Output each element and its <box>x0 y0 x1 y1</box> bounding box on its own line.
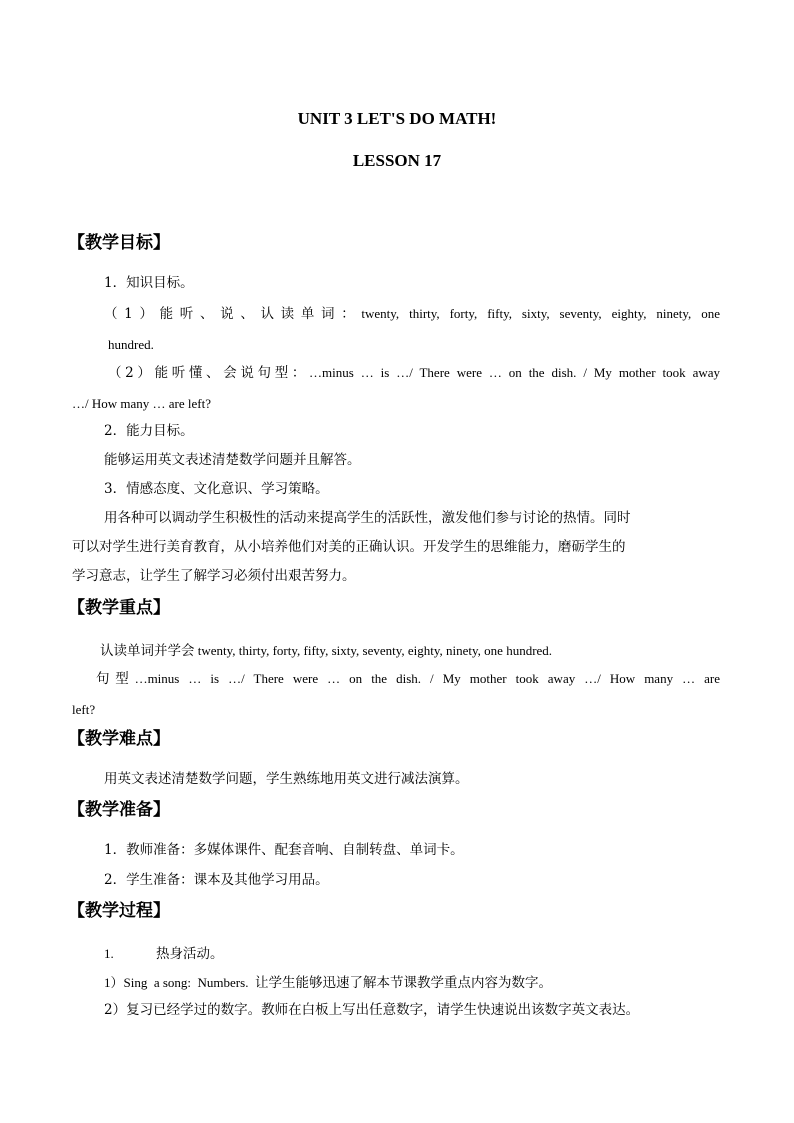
objectives-line-5: 能够运用英文表述清楚数学问题并且解答。 <box>104 452 361 468</box>
objectives-paragraph-1: 用各种可以调动学生积极性的活动来提高学生的活跃性，激发他们参与讨论的热情。同时 <box>104 510 631 526</box>
objectives-heading: 【教学目标】 <box>68 233 170 253</box>
keypoints-line-2-prefix: 句型 <box>96 671 135 687</box>
keypoints-heading: 【教学重点】 <box>68 598 170 618</box>
objectives-line-3-text: …minus … is …/ There were … on the dish. / My mother took away <box>309 365 720 380</box>
objectives-line-2-cont: hundred. <box>108 337 154 352</box>
process-line-1 <box>104 945 224 962</box>
objectives-line-2-words: twenty, thirty, forty, fifty, sixty, seventy, eighty, ninety, one <box>361 306 720 321</box>
preparation-heading: 【教学准备】 <box>68 800 170 820</box>
unit-title: UNIT 3 LET'S DO MATH! <box>297 109 497 128</box>
process-line-2-prefix: 1）Sing a song: Numbers. <box>104 975 255 990</box>
preparation-line-1: 1．教师准备：多媒体课件、配套音响、自制转盘、单词卡。 <box>104 842 464 858</box>
process-line-1-number: 1. <box>104 946 114 961</box>
objectives-line-2-prefix: （1）能听、说、认读单词： <box>104 306 362 322</box>
objectives-paragraph-2: 可以对学生进行美育教育，从小培养他们对美的正确认识。开发学生的思维能力，磨砺学生的 <box>72 539 626 555</box>
process-line-2 <box>104 974 552 991</box>
keypoints-line-1 <box>100 642 552 659</box>
objectives-line-4: 2．能力目标。 <box>104 423 194 439</box>
preparation-line-2: 2．学生准备：课本及其他学习用品。 <box>104 872 329 888</box>
process-line-1-text: 热身活动。 <box>156 946 224 962</box>
objectives-line-3 <box>108 366 720 381</box>
process-line-2-text: 让学生能够迅速了解本节课教学重点内容为数字。 <box>254 975 552 991</box>
objectives-line-2 <box>104 307 720 322</box>
keypoints-line-1-prefix: 认读单词并学会 <box>100 643 195 659</box>
keypoints-line-2-text: …minus … is …/ There were … on the dish. / My mother took away …/ How many … are <box>134 671 721 686</box>
keypoints-line-1-words: twenty, thirty, forty, fifty, sixty, seventy, eighty, ninety, one hundred. <box>194 643 553 658</box>
process-heading: 【教学过程】 <box>68 901 170 921</box>
process-line-3: 2）复习已经学过的数字。教师在白板上写出任意数字，请学生快速说出该数字英文表达。 <box>104 1002 640 1018</box>
keypoints-line-2 <box>96 672 720 687</box>
keypoints-line-2-cont: left? <box>72 702 96 717</box>
difficulties-heading: 【教学难点】 <box>68 729 170 749</box>
objectives-paragraph-3: 学习意志，让学生了解学习必须付出艰苦努力。 <box>72 568 356 584</box>
objectives-line-3-cont: …/ How many … are left? <box>72 396 211 411</box>
objectives-line-6: 3．情感态度、文化意识、学习策略。 <box>104 481 329 497</box>
lesson-title: LESSON 17 <box>352 151 442 170</box>
difficulties-line-1: 用英文表述清楚数学问题，学生熟练地用英文进行减法演算。 <box>104 771 469 787</box>
objectives-line-1: 1．知识目标。 <box>104 275 194 291</box>
objectives-line-3-prefix: （2）能听懂、会说句型： <box>108 365 310 381</box>
